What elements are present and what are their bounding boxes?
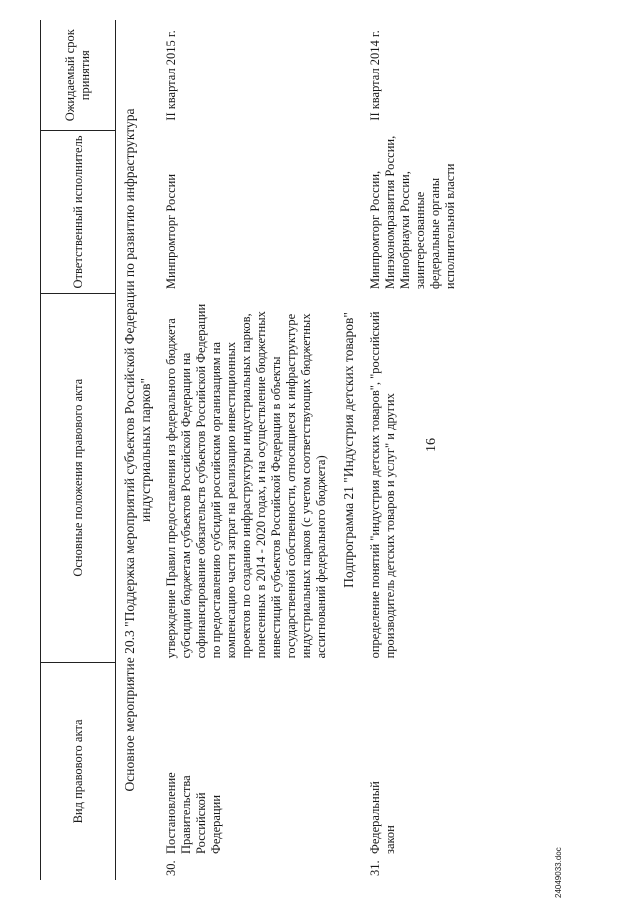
table-header-row <box>41 20 116 880</box>
executor-cell: Минпромторг России, Минэкономразвития России, Минобрнауки России, заинтересованные федеральные органы исполнительной власти <box>368 135 457 290</box>
table-row <box>362 20 466 880</box>
section-title-20-3: Основное мероприятие 20.3 "Поддержка мероприятий субъектов Российской Федерации по развитию инфраструктура индустриальных парков" <box>122 108 153 792</box>
section-row-20-3 <box>116 20 159 880</box>
act-type-cell <box>362 662 466 880</box>
provisions-cell: определение понятий "индустрия детских товаров", "российский производитель детских товаров и услуг" и других <box>368 311 397 659</box>
rotated-page <box>40 10 600 898</box>
date-cell: II квартал 2014 г. <box>368 30 382 121</box>
provisions-cell: утверждение Правил предоставления из федерального бюджета субсидии бюджетам субъектов Российской Федерации на софинансирование обязательств субъектов Российской Федерации по предоставлению субсидий российским организациям на компенсацию части затрат на реализацию инвестиционных проектов по созданию инфраструктуры индустриальных парков, понесенных в 2014 - 2020 годах, и на осуществление бюджетных инвестиций субъектов Российской Федерации в объекты государственной собственности, относящиеся к инфраструктуре индустриальных парков (с учетом соответствующих бюджетных ассигнований федерального бюджета) <box>164 303 328 659</box>
header-expected-date: Ожидаемый срок принятия <box>41 20 116 131</box>
table-row <box>158 20 337 880</box>
header-act-type: Вид правового акта <box>41 662 116 880</box>
document-code: 24049033.doc <box>554 847 563 898</box>
subprogram-title-21: Подпрограмма 21 "Индустрия детских товаров" <box>341 312 356 588</box>
legal-acts-table <box>40 20 466 880</box>
header-executor: Ответственный исполнитель <box>41 131 116 293</box>
subprogram-row-21 <box>337 20 362 880</box>
date-cell: II квартал 2015 г. <box>164 30 178 121</box>
header-provisions: Основные положения правового акта <box>41 293 116 662</box>
row-number: 30. <box>164 860 178 876</box>
act-type-cell <box>158 662 337 880</box>
act-type: Постановление Правительства Российской Федерации <box>164 772 223 854</box>
executor-cell: Минпромторг России <box>164 173 178 290</box>
page-number: 16 <box>424 438 439 452</box>
row-number: 31. <box>368 860 382 876</box>
act-type: Федеральный закон <box>368 781 397 854</box>
